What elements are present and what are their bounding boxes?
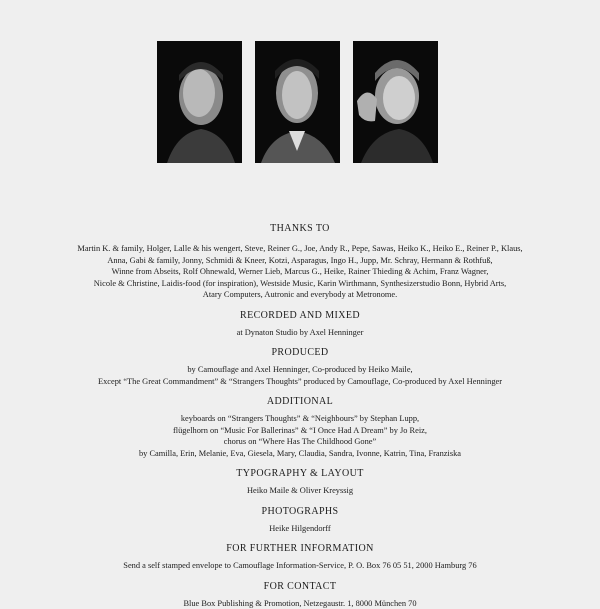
info-heading: FOR FURTHER INFORMATION [20,542,580,555]
produced-line: Except “The Great Commandment” & “Strangers Thoughts” produced by Camouflage, Co-produced by Axel Henninger [20,376,580,388]
thanks-line: Anna, Gabi & family, Jonny, Schmidi & Kneer, Kotzi, Asparagus, Ingo H., Jupp, Mr. Schray, Hermann & Rothfuß, [20,255,580,267]
thanks-line: Nicole & Christine, Laidis-food (for inspiration), Westside Music, Karin Wirthmann, Synthesizerstudio Bonn, Hybrid Arts, [20,278,580,290]
typography-heading: TYPOGRAPHY & LAYOUT [20,467,580,480]
contact-line: Blue Box Publishing & Promotion, Netzegaustr. 1, 8000 München 70 [20,598,580,609]
band-member-2-photo [255,41,340,163]
thanks-heading: THANKS TO [20,222,580,235]
thanks-line: Winne from Abseits, Rolf Ohnewald, Werner Lieb, Marcus G., Heike, Rainer Thieding & Achim, Franz Wagner, [20,266,580,278]
portrait-silhouette-2 [255,41,340,163]
band-member-3-photo [353,41,438,163]
additional-line: flügelhorn on “Music For Ballerinas” & “I Once Had A Dream” by Jo Reiz, [20,425,580,437]
additional-heading: ADDITIONAL [20,395,580,408]
thanks-line: Martin K. & family, Holger, Lalle & his wengert, Steve, Reiner G., Joe, Andy R., Pepe, Sawas, Heiko K., Heiko E., Reiner P., Klaus, [20,243,580,255]
produced-line: by Camouflage and Axel Henninger, Co-produced by Heiko Maile, [20,364,580,376]
photographs-line: Heike Hilgendorff [20,523,580,535]
typography-line: Heiko Maile & Oliver Kreyssig [20,485,580,497]
additional-line: chorus on “Where Has The Childhood Gone” [20,436,580,448]
thanks-line: Atary Computers, Autronic and everybody at Metronome. [20,289,580,301]
credits-block [20,222,580,609]
additional-line: by Camilla, Erin, Melanie, Eva, Giesela, Mary, Claudia, Sandra, Ivonne, Katrin, Tina, Franziska [20,448,580,460]
photographs-heading: PHOTOGRAPHS [20,505,580,518]
recorded-line: at Dynaton Studio by Axel Henninger [20,327,580,339]
recorded-heading: RECORDED AND MIXED [20,309,580,322]
portrait-silhouette-1 [157,41,242,163]
band-member-1-photo [157,41,242,163]
contact-heading: FOR CONTACT [20,580,580,593]
photo-row [0,41,600,163]
portrait-silhouette-3 [353,41,438,163]
additional-line: keyboards on “Strangers Thoughts” & “Neighbours” by Stephan Lupp, [20,413,580,425]
produced-heading: PRODUCED [20,346,580,359]
info-line: Send a self stamped envelope to Camouflage Information-Service, P. O. Box 76 05 51, 2000 Hamburg 76 [20,560,580,572]
